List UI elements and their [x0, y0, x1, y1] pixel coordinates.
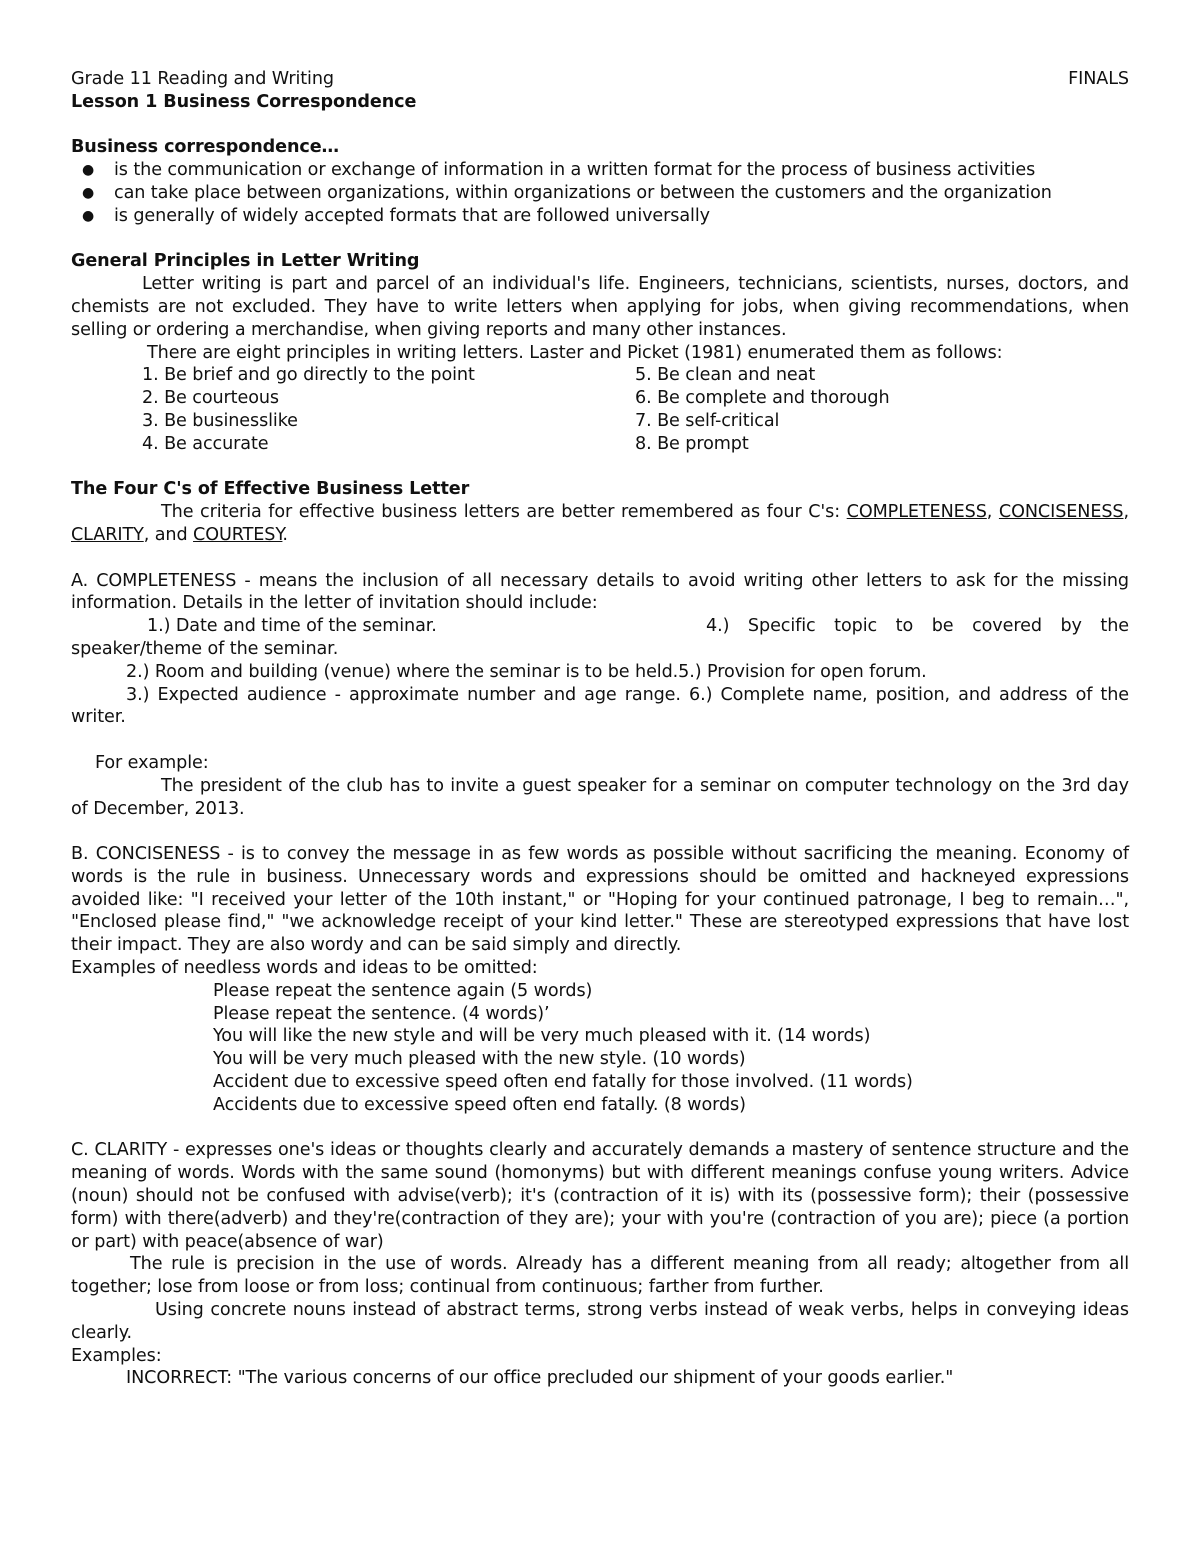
document-page — [71, 68, 1129, 1390]
list-item: Accidents due to excessive speed often end fatally. (8 words) — [213, 1094, 746, 1115]
list-item: Please repeat the sentence. (4 words)’ — [213, 1003, 550, 1024]
principles-lead: There are eight principles in writing letters. Laster and Picket (1981) enumerated them as follows: — [147, 342, 1003, 363]
course-title: Grade 11 Reading and Writing — [71, 69, 334, 89]
list-item: 5. Be clean and neat — [635, 365, 816, 386]
principles-left-column — [71, 364, 635, 455]
list-item: 2. Be courteous — [142, 388, 279, 409]
list-item: Please repeat the sentence again (5 words) — [213, 980, 593, 1001]
conciseness-examples-label: Examples of needless words and ideas to be omitted: — [71, 958, 538, 979]
term-conciseness: CONCISENESS — [998, 502, 1124, 523]
clarity-concrete: Using concrete nouns instead of abstract terms, strong verbs instead of weak verbs, helps in conveying ideas clearly. — [71, 1300, 1129, 1343]
list-item: ● is generally of widely accepted formats that are followed universally — [82, 205, 710, 226]
intro-heading: Business correspondence… — [71, 137, 340, 158]
lesson-title: Lesson 1 Business Correspondence — [71, 91, 417, 112]
list-item: You will like the new style and will be very much pleased with it. (14 words) — [213, 1026, 871, 1047]
conciseness-examples — [71, 980, 1129, 1117]
four-cs-heading: The Four C's of Effective Business Letter — [71, 479, 470, 500]
list-item: 8. Be prompt — [635, 433, 749, 454]
term-label: FINALS — [1068, 69, 1129, 89]
list-item: 4. Be accurate — [142, 433, 269, 454]
detail-2: 2.) Room and building (venue) where the seminar is to be held.5.) Provision for open forum. — [126, 661, 927, 682]
clarity-rule: The rule is precision in the use of words. Already has a different meaning from all ready; altogether from all together; lose from loose or from loss; continual from continuous; farther from further. — [71, 1254, 1129, 1298]
completeness-paragraph: A. COMPLETENESS - means the inclusion of all necessary details to avoid writing other letters to ask for the missing information. Details in the letter of invitation should include: — [71, 570, 1129, 614]
four-cs-intro: The criteria for effective business letters are better remembered as four C's: COMPLETENESS, CONCISENESS, CLARITY, and COURTESY. — [71, 502, 1129, 545]
example-text: The president of the club has to invite a guest speaker for a seminar on computer technology on the 3rd day of December, 2013. — [71, 775, 1129, 819]
list-item: 7. Be self-critical — [635, 410, 780, 431]
intro-bullet-list — [71, 159, 1129, 227]
detail-1: 1.) Date and time of the seminar. — [147, 616, 437, 637]
list-item: 3. Be businesslike — [142, 410, 298, 431]
list-item: You will be very much pleased with the new style. (10 words) — [213, 1049, 746, 1070]
principles-paragraph: Letter writing is part and parcel of an individual's life. Engineers, technicians, scientists, nurses, doctors, and chemists are not excluded. They have to write letters when applying for jobs, when giving recommendations, when selling or ordering a merchandise, when giving reports and many other instances. — [71, 274, 1129, 340]
bullet-icon: ● — [82, 184, 95, 201]
principles-heading: General Principles in Letter Writing — [71, 251, 420, 272]
term-clarity: CLARITY — [71, 524, 144, 545]
principles-list — [71, 364, 1129, 455]
term-completeness: COMPLETENESS — [846, 502, 987, 523]
clarity-paragraph: C. CLARITY - expresses one's ideas or thoughts clearly and accurately demands a mastery of sentence structure and the meaning of words. Words with the same sound (homonyms) but with different meanings confuse young writers. Advice (noun) should not be confused with advise(verb); it's (contraction of it is) with its (possessive form); their (possessive form) with there(adverb) and they're(contraction of they are); your with you're (contraction of you are); piece (a portion or part) with peace(absence of war) — [71, 1140, 1129, 1252]
example-label: For example: — [95, 752, 209, 773]
list-item: ● can take place between organizations, within organizations or between the customers and the organization — [82, 182, 1052, 203]
conciseness-paragraph: B. CONCISENESS - is to convey the message in as few words as possible without sacrificing the meaning. Economy of words is the rule in business. Unnecessary words and expressions should be omitted and hackneyed expressions avoided like: "I received your letter of the 10th instant," or "Hoping for your continued patronage, I beg to remain…", "Enclosed please find," "we acknowledge receipt of your kind letter." These are stereotyped expressions that have lost their impact. They are also wordy and can be said simply and directly. — [71, 844, 1129, 956]
detail-4: 4.) Specific topic to be covered by the speaker/theme of the seminar. — [71, 616, 1129, 659]
header-row — [71, 68, 1129, 91]
detail-3: 3.) Expected audience - approximate number and age range. 6.) Complete name, position, and address of the writer. — [71, 684, 1129, 728]
list-item: ● is the communication or exchange of information in a written format for the process of business activities — [82, 160, 1036, 181]
bullet-icon: ● — [82, 162, 95, 179]
list-item: 1. Be brief and go directly to the point — [142, 365, 475, 386]
list-item: 6. Be complete and thorough — [635, 388, 890, 409]
incorrect-example: INCORRECT: "The various concerns of our office precluded our shipment of your goods earlier." — [126, 1368, 954, 1389]
list-item: Accident due to excessive speed often end fatally for those involved. (11 words) — [213, 1072, 913, 1093]
clarity-examples-label: Examples: — [71, 1345, 162, 1366]
principles-right-column — [635, 364, 1129, 455]
bullet-icon: ● — [82, 207, 95, 224]
term-courtesy: COURTESY — [193, 524, 283, 545]
